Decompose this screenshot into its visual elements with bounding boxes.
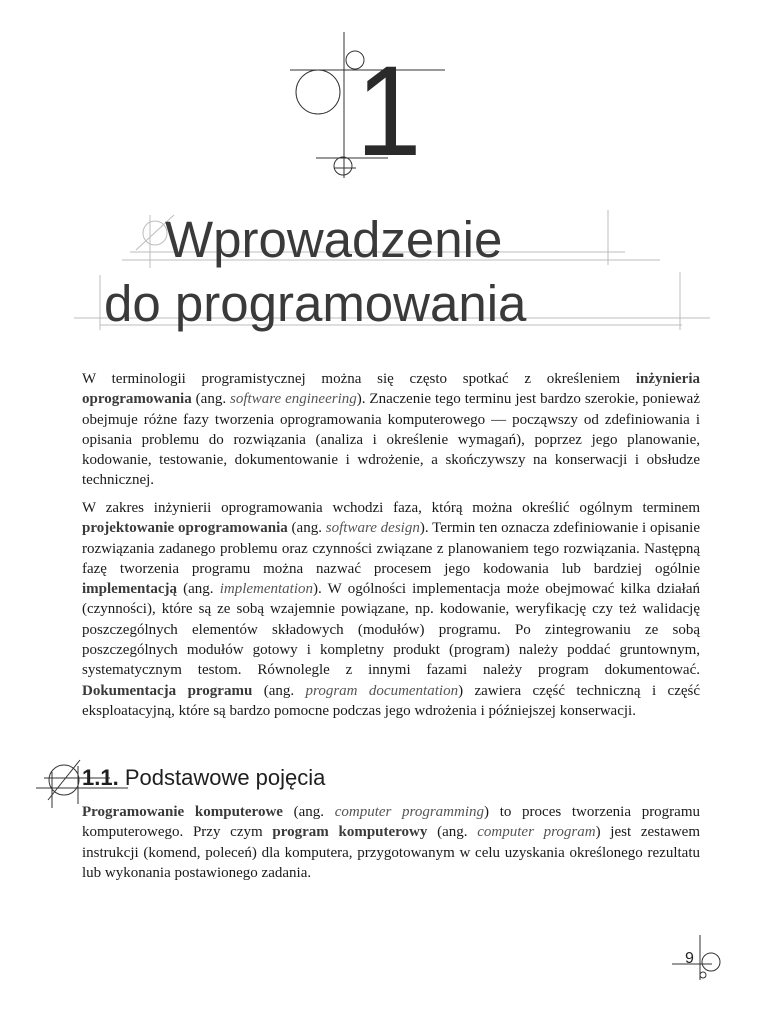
chapter-title-line-1: Wprowadzenie [165, 211, 503, 268]
term-english: computer programming [334, 804, 485, 820]
term-bold: program komputerowy [272, 824, 428, 841]
term-english: program documentation [305, 682, 459, 699]
paragraph-1 [82, 369, 700, 491]
term-bold: projektowanie oprogramowania [82, 520, 288, 537]
chapter-title-line-2: do programowania [104, 275, 527, 332]
chapter-number: 1 [356, 40, 422, 183]
section-heading [82, 764, 325, 792]
paragraph-3 [82, 802, 700, 883]
text-run: (ang. [191, 391, 231, 408]
text-run: ). Termin ten oznacza zdefiniowanie i opisanie rozwiązania zadanego problemu oraz czynności związane z planowaniem tego rozwiązania. Następną fazę tworzenia programu można nazwać procesem jego kodowania lub bardziej ogólnie [82, 520, 700, 577]
page-number: 9 [685, 950, 694, 967]
section-title: Podstawowe pojęcia [124, 765, 326, 790]
text-run: (ang. [282, 804, 335, 820]
term-english: implementation [219, 581, 314, 598]
page-number-ornament [672, 935, 720, 980]
text-run: ). Znaczenie tego terminu jest bardzo szerokie, ponieważ obejmuje różne fazy tworzenia oprogramowania komputerowego — począwszy od zdefiniowania i opisania problemu do rozwiązania (analiza i określenie wymagań), poprzez jego planowanie, kodowanie, testowanie, dokumentowanie i wdrożenie, a skończywszy na konserwacji i obsłudze technicznej. [82, 391, 700, 489]
text-run: (ang. [176, 581, 220, 598]
term-bold: inżynieria oprogramowania [82, 371, 700, 408]
text-run: W zakres inżynierii oprogramowania wchodzi faza, którą można określić ogólnym terminem [82, 500, 700, 516]
text-run: ) zawiera część techniczną i część eksploatacyjną, które są bardzo pomocne podczas jego wdrożenia i późniejszej konserwacji. [82, 682, 701, 719]
term-english: software design [325, 520, 420, 537]
term-english: computer program [477, 824, 596, 841]
text-run: (ang. [252, 682, 306, 699]
text-run: (ang. [427, 824, 478, 841]
text-run: ). W ogólności implementacja może obejmować kilka działań (czynności), które są ze sobą wzajemnie powiązane, np. kodowanie, weryfikację czy też walidację poszczególnych elementów składowych (modułów) programu. Po zintegrowaniu ze sobą poszczególnych modułów gotowy i kompletny produkt (program) należy poddać gruntownym, systematycznym testom. Równolegle z innymi fazami należy program dokumentować. [82, 581, 700, 679]
paragraph-2 [82, 498, 700, 721]
section-number: 1.1. [82, 765, 119, 790]
text-run: (ang. [287, 520, 326, 537]
term-bold: implementacją [82, 581, 177, 598]
term-english: software engineering [230, 391, 357, 408]
term-bold: Dokumentacja programu [82, 682, 253, 699]
term-bold: Programowanie komputerowe [82, 804, 283, 820]
text-run: W terminologii programistycznej można się często spotkać z określeniem [82, 371, 636, 387]
text-run: ) jest zestawem instrukcji (komend, poleceń) dla komputera, przygotowanym w celu uzyskania określonego rezultatu lub wykonania postawionego zadania. [82, 824, 700, 881]
text-run: ) to proces tworzenia programu komputerowego. Przy czym [82, 804, 701, 841]
